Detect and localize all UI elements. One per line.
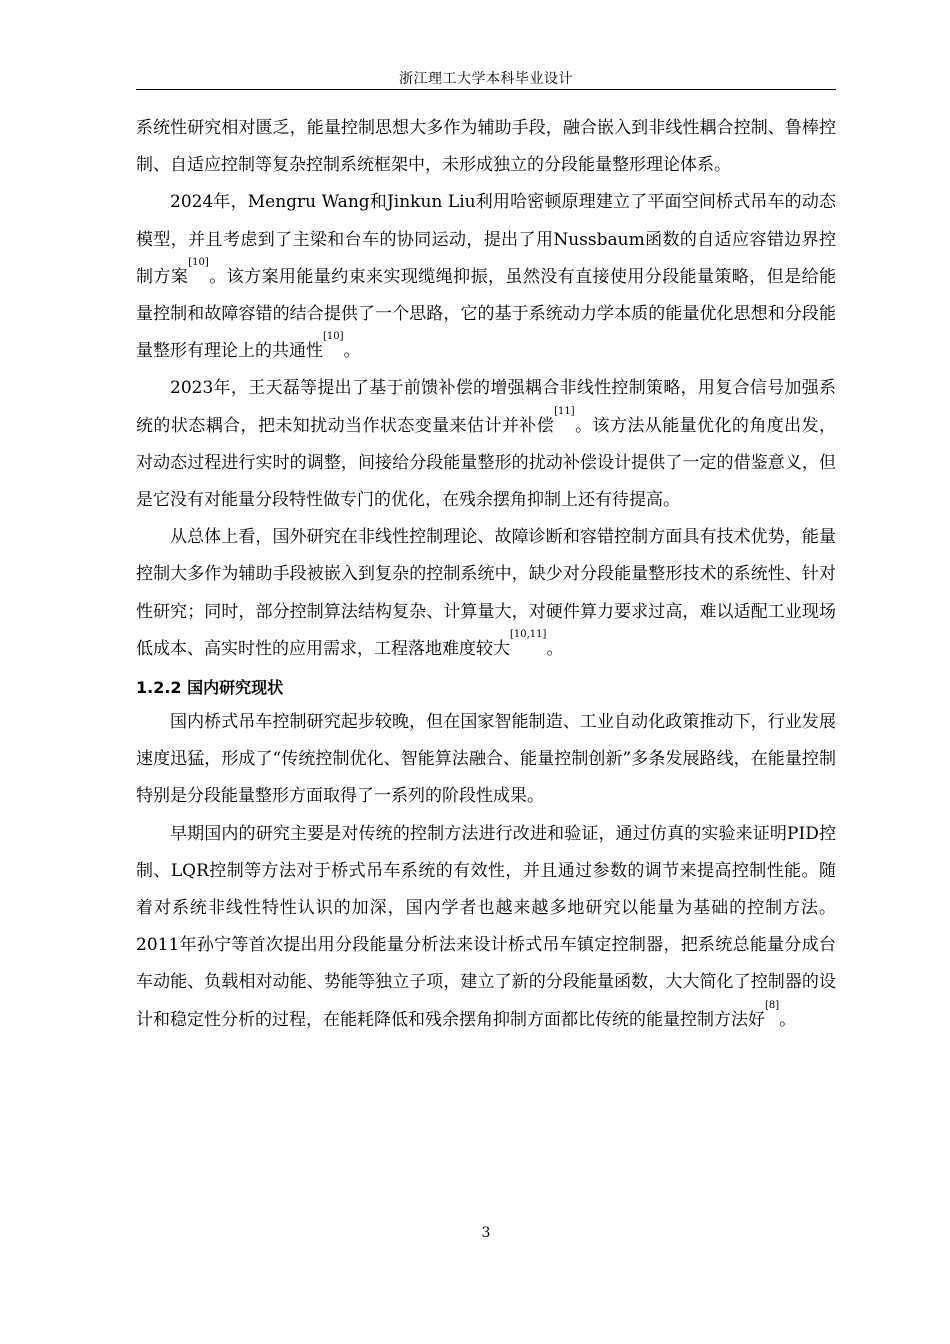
paragraph-text: 。该方案用能量约束来实现缆绳抑振，虽然没有直接使用分段能量策略，但是给能量控制和故障容错的结合提供了一个思路，它的基于系统动力学本质的能量优化思想和分段能量整形有理论上的共通性 bbox=[136, 266, 837, 362]
citation: [10] bbox=[323, 331, 344, 343]
paragraph-text: 。 bbox=[343, 341, 361, 362]
paragraph-wang-liu bbox=[136, 184, 836, 370]
citation: [8] bbox=[765, 999, 780, 1011]
paragraph-text: 。该方法从能量优化的角度出发，对动态过程进行实时的调整，间接给分段能量整形的扰动补偿设计提供了一定的借鉴意义，但是它没有对能量分段特性做专门的优化，在残余摆角抑制上还有待提高。 bbox=[136, 415, 837, 511]
citation: [11] bbox=[554, 405, 575, 417]
page-header: 浙江理工大学本科毕业设计 bbox=[399, 71, 573, 87]
paragraph-text: 2023年，王天磊等提出了基于前馈补偿的增强耦合非线性控制策略，用复合信号加强系统的状态耦合，把未知扰动当作状态变量来估计并补偿 bbox=[136, 378, 836, 436]
page-number: 3 bbox=[481, 1225, 491, 1241]
section-title: 国内研究现状 bbox=[187, 678, 284, 698]
citation: [10] bbox=[188, 256, 209, 268]
paragraph-summary bbox=[136, 519, 836, 668]
paragraph-text: 。 bbox=[779, 1009, 797, 1030]
document-body bbox=[136, 110, 836, 1039]
paragraph-text: 2024年，Mengru Wang和Jinkun Liu利用哈密顿原理建立了平面空间桥式吊车的动态模型，并且考虑到了主梁和台车的协同运动，提出了用Nussbaum函数的自适应容错边界控制方案 bbox=[136, 192, 836, 287]
paragraph-domestic-early bbox=[136, 816, 836, 1039]
paragraph-text: 国内桥式吊车控制研究起步较晚，但在国家智能制造、工业自动化政策推动下，行业发展速度迅猛，形成了“传统控制优化、智能算法融合、能量控制创新”多条发展路线，在能量控制特别是分段能量整形方面取得了一系列的阶段性成果。 bbox=[136, 712, 836, 807]
paragraph-text: 。 bbox=[546, 638, 564, 659]
paragraph-continuation bbox=[136, 110, 836, 184]
section-heading bbox=[136, 671, 836, 704]
paragraph-text: 早期国内的研究主要是对传统的控制方法进行改进和验证，通过仿真的实验来证明PID控制、LQR控制等方法对于桥式吊车系统的有效性，并且通过参数的调节来提高控制性能。随着对系统非线性特性认识的加深，国内学者也越来越多地研究以能量为基础的控制方法。2011年孙宁等首次提出用分段能量分析法来设计桥式吊车镇定控制器，把系统总能量分成台车动能、负载相对动能、势能等独立子项，建立了新的分段能量函数，大大简化了控制器的设计和稳定性分析的过程，在能耗降低和残余摆角抑制方面都比传统的能量控制方法好 bbox=[136, 823, 836, 1030]
paragraph-domestic-intro bbox=[136, 704, 836, 816]
paragraph-wang-tianlei bbox=[136, 370, 836, 519]
citation: [10,11] bbox=[510, 628, 547, 640]
header-divider bbox=[136, 89, 836, 90]
paragraph-text: 系统性研究相对匮乏，能量控制思想大多作为辅助手段，融合嵌入到非线性耦合控制、鲁棒控制、自适应控制等复杂控制系统框架中，未形成独立的分段能量整形理论体系。 bbox=[136, 118, 836, 176]
section-number: 1.2.2 bbox=[136, 678, 182, 698]
paragraph-text: 从总体上看，国外研究在非线性控制理论、故障诊断和容错控制方面具有技术优势，能量控制大多作为辅助手段被嵌入到复杂的控制系统中，缺少对分段能量整形技术的系统性、针对性研究；同时，部分控制算法结构复杂、计算量大，对硬件算力要求过高，难以适配工业现场低成本、高实时性的应用需求，工程落地难度较大 bbox=[136, 527, 836, 659]
